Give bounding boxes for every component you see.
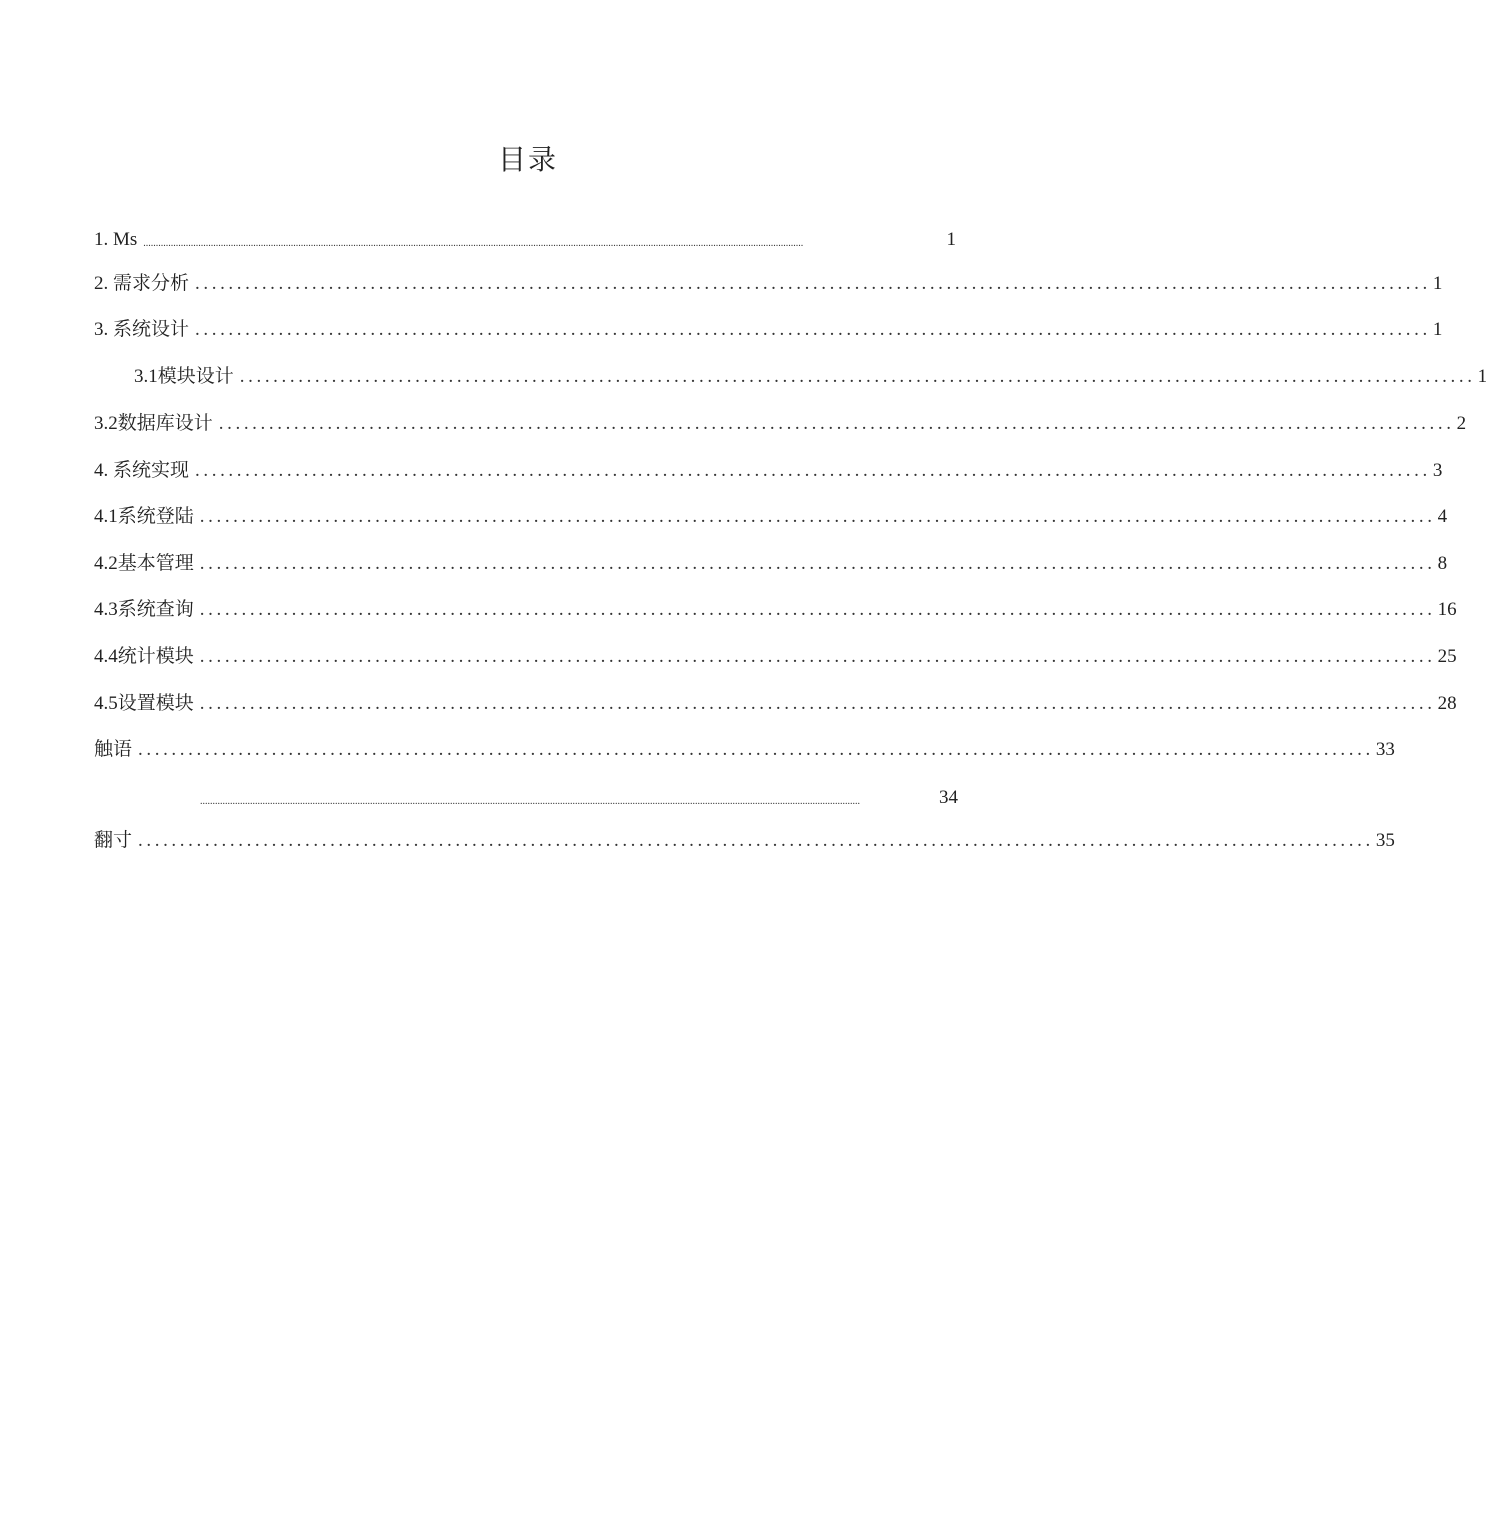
toc-entry-1[interactable] xyxy=(94,228,956,254)
toc-entry-references[interactable] xyxy=(94,829,1395,855)
toc-entry-conclusion[interactable] xyxy=(94,738,1395,764)
toc-entry-page: 16 xyxy=(1437,599,1457,620)
toc-entry-page: 1 xyxy=(946,229,956,250)
toc-entry-page: 25 xyxy=(1437,646,1457,667)
toc-entry-label: 2. 需求分析 xyxy=(94,273,190,294)
toc-entry-label: 4.3系统查询 xyxy=(94,599,194,620)
toc-entry-3-2[interactable] xyxy=(94,412,1467,438)
toc-entry-page: 1 xyxy=(1432,319,1443,340)
toc-entry-4-5[interactable] xyxy=(94,692,1457,718)
toc-entry-label: 3.1模块设计 xyxy=(134,366,234,387)
toc-entry-unlabeled[interactable] xyxy=(200,786,958,812)
dot-leader: ........................................................................................................................................................................................................................................................................ xyxy=(200,796,860,807)
dot-leader: ........................................................................................................................................................................................................................................................................ xyxy=(143,238,804,249)
toc-entry-label: 4. 系统实现 xyxy=(94,460,190,481)
toc-entry-3[interactable] xyxy=(94,318,1443,344)
toc-title: 目录 xyxy=(497,143,558,176)
dot-leader: .................................................................................................................................................... xyxy=(199,693,1436,714)
toc-entry-page: 8 xyxy=(1437,553,1448,574)
toc-entry-4-3[interactable] xyxy=(94,598,1457,624)
toc-entry-4[interactable] xyxy=(94,459,1443,485)
toc-entry-label: 3. 系统设计 xyxy=(94,319,190,340)
dot-leader: .................................................................................................................................................... xyxy=(239,366,1476,387)
toc-entry-label: 3.2数据库设计 xyxy=(94,413,213,434)
toc-entry-4-4[interactable] xyxy=(94,645,1457,671)
dot-leader: .................................................................................................................................................... xyxy=(199,553,1436,574)
toc-entry-page: 28 xyxy=(1437,693,1457,714)
dot-leader: .................................................................................................................................................... xyxy=(195,460,1431,481)
dot-leader: .................................................................................................................................................... xyxy=(199,506,1436,527)
toc-entry-label: 4.2基本管理 xyxy=(94,553,194,574)
toc-entry-page: 2 xyxy=(1456,413,1467,434)
dot-leader: .................................................................................................................................................... xyxy=(218,413,1455,434)
toc-entry-page: 1 xyxy=(1477,366,1487,387)
toc-entry-page: 1 xyxy=(1432,273,1443,294)
toc-entry-page: 4 xyxy=(1437,506,1448,527)
toc-entry-label: 1. Ms xyxy=(94,229,138,250)
toc-entry-label: 4.4统计模块 xyxy=(94,646,194,667)
toc-entry-2[interactable] xyxy=(94,272,1443,298)
toc-entry-4-2[interactable] xyxy=(94,552,1448,578)
dot-leader: .................................................................................................................................................... xyxy=(195,319,1431,340)
toc-entry-4-1[interactable] xyxy=(94,505,1448,531)
dot-leader: .................................................................................................................................................... xyxy=(138,739,1374,760)
dot-leader: .................................................................................................................................................... xyxy=(199,599,1436,620)
dot-leader: .................................................................................................................................................... xyxy=(195,273,1431,294)
toc-entry-page: 3 xyxy=(1432,460,1443,481)
toc-entry-page: 34 xyxy=(939,787,958,808)
toc-entry-page: 33 xyxy=(1375,739,1395,760)
toc-entry-label: 4.1系统登陆 xyxy=(94,506,194,527)
dot-leader: .................................................................................................................................................... xyxy=(138,830,1374,851)
toc-entry-page: 35 xyxy=(1375,830,1395,851)
toc-entry-label: 4.5设置模块 xyxy=(94,693,194,714)
toc-entry-label: 触语 xyxy=(94,739,133,760)
toc-entry-label: 翻寸 xyxy=(94,830,133,851)
toc-entry-3-1[interactable] xyxy=(134,365,1487,391)
dot-leader: .................................................................................................................................................... xyxy=(199,646,1436,667)
